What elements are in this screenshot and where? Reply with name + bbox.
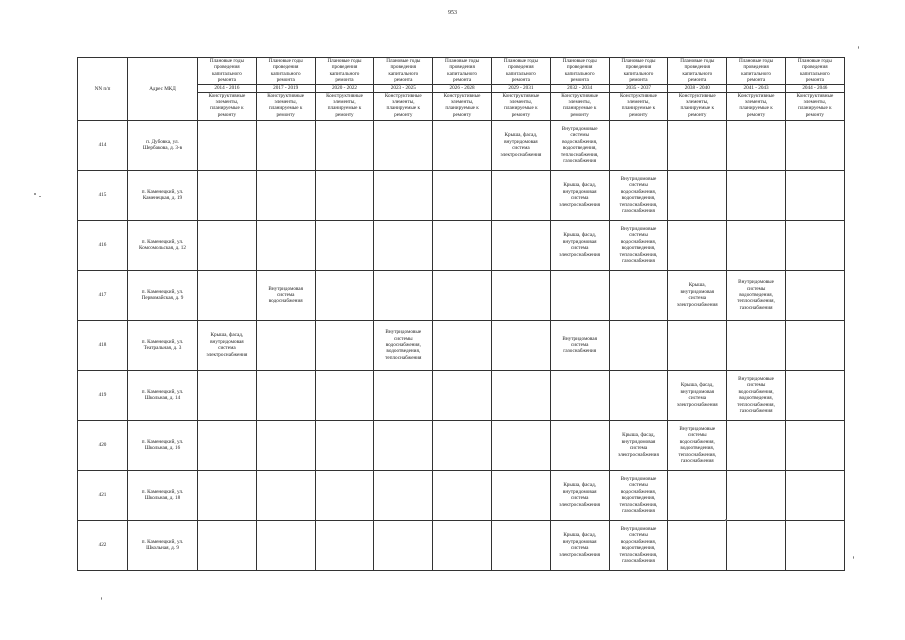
- repair-cell: [315, 370, 374, 420]
- repair-cell: [256, 320, 315, 370]
- period-header: Плановые годы проведения капитального ремонта: [668, 58, 727, 85]
- repair-cell: Крыша, фасад, внутридомовая система электроснабжения: [550, 220, 609, 270]
- repair-cell: [785, 320, 844, 370]
- period-header: Плановые годы проведения капитального ремонта: [785, 58, 844, 85]
- year-range: 2032 - 2034: [550, 84, 609, 92]
- repair-cell: [256, 120, 315, 170]
- period-header: Плановые годы проведения капитального ремонта: [550, 58, 609, 85]
- repair-cell: [668, 520, 727, 570]
- repair-cell: [727, 470, 786, 520]
- building-address: п. Дубовка, ул. Шербакова, д. 3-в: [128, 120, 198, 170]
- repair-cell: [609, 370, 668, 420]
- repair-cell: Крыша, фасад, внутридомовая система электроснабжения: [198, 320, 257, 370]
- table-body: [78, 120, 845, 570]
- period-header: Плановые годы проведения капитального ремонта: [727, 58, 786, 85]
- repair-cell: [491, 470, 550, 520]
- period-header: Плановые годы проведения капитального ремонта: [315, 58, 374, 85]
- period-header: Плановые годы проведения капитального ремонта: [198, 58, 257, 85]
- repair-cell: Внутридомовые системы водоснабжения, водоотведения, теплоснабжения, газоснабжения: [609, 470, 668, 520]
- repair-cell: [433, 420, 492, 470]
- repair-cell: [198, 470, 257, 520]
- table-row: [78, 470, 845, 520]
- repair-cell: Крыша, фасад, внутридомовая система электроснабжения: [609, 420, 668, 470]
- repair-cell: [668, 470, 727, 520]
- elements-header: Конструктивные элементы, планируемые к ремонту: [609, 92, 668, 120]
- repair-cell: [433, 320, 492, 370]
- column-header-address: Адрес МКД: [128, 58, 198, 121]
- repair-cell: [374, 370, 433, 420]
- repair-cell: [256, 470, 315, 520]
- repair-cell: [433, 370, 492, 420]
- elements-header: Конструктивные элементы, планируемые к ремонту: [433, 92, 492, 120]
- elements-header: Конструктивные элементы, планируемые к ремонту: [315, 92, 374, 120]
- year-range: 2029 - 2031: [491, 84, 550, 92]
- repair-cell: [374, 270, 433, 320]
- elements-header: Конструктивные элементы, планируемые к ремонту: [256, 92, 315, 120]
- repair-cell: [433, 220, 492, 270]
- table-row: [78, 520, 845, 570]
- table-row: [78, 320, 845, 370]
- building-address: п. Каменецкий, ул. Школьная, д. 14: [128, 370, 198, 420]
- period-header: Плановые годы проведения капитального ремонта: [256, 58, 315, 85]
- repair-cell: Крыша, фасад, внутридомовая система электроснабжения: [668, 370, 727, 420]
- repair-cell: [668, 220, 727, 270]
- repair-cell: [491, 370, 550, 420]
- table-row: [78, 370, 845, 420]
- scan-mark: [34, 193, 36, 195]
- repair-cell: [433, 170, 492, 220]
- repair-cell: Внутридомовые системы водоснабжения, водоотведения, теплоснабжения, газоснабжения: [609, 220, 668, 270]
- period-header: Плановые годы проведения капитального ремонта: [433, 58, 492, 85]
- repair-cell: [433, 470, 492, 520]
- repair-cell: [198, 420, 257, 470]
- row-number: 415: [78, 170, 128, 220]
- building-address: п. Каменецкий, ул. Комсомольская, д. 12: [128, 220, 198, 270]
- year-range: 2014 - 2016: [198, 84, 257, 92]
- repair-cell: [609, 270, 668, 320]
- elements-header: Конструктивные элементы, планируемые к ремонту: [374, 92, 433, 120]
- repair-cell: Внутридомовая система газоснабжения: [550, 320, 609, 370]
- repair-cell: [785, 420, 844, 470]
- repair-cell: [198, 270, 257, 320]
- repair-cell: [374, 420, 433, 470]
- repair-cell: [785, 120, 844, 170]
- repair-cell: [785, 470, 844, 520]
- repair-cell: [433, 270, 492, 320]
- repair-cell: [668, 120, 727, 170]
- repair-cell: [374, 470, 433, 520]
- repair-cell: [609, 320, 668, 370]
- repair-cell: [668, 170, 727, 220]
- repair-cell: [198, 120, 257, 170]
- row-number: 419: [78, 370, 128, 420]
- scan-mark: [853, 556, 854, 559]
- repair-cell: [315, 320, 374, 370]
- row-number: 421: [78, 470, 128, 520]
- repair-cell: [315, 170, 374, 220]
- scan-mark: [39, 196, 41, 197]
- year-range: 2038 - 2040: [668, 84, 727, 92]
- elements-header: Конструктивные элементы, планируемые к ремонту: [550, 92, 609, 120]
- repair-cell: [727, 220, 786, 270]
- repair-cell: [727, 320, 786, 370]
- repair-schedule-table: [77, 57, 845, 571]
- repair-cell: Крыша, фасад, внутридомовая система электроснабжения: [491, 120, 550, 170]
- repair-cell: [374, 520, 433, 570]
- repair-cell: Внутридомовые системы водоотведения, теплоснабжения, газоснабжения: [727, 270, 786, 320]
- repair-cell: [727, 120, 786, 170]
- elements-header: Конструктивные элементы, планируемые к ремонту: [785, 92, 844, 120]
- repair-cell: [256, 170, 315, 220]
- repair-cell: [785, 370, 844, 420]
- repair-cell: Крыша, внутридомовая система электроснабжения: [668, 270, 727, 320]
- repair-cell: [491, 520, 550, 570]
- repair-cell: [433, 520, 492, 570]
- year-range: 2041 - 2043: [727, 84, 786, 92]
- table-row: [78, 220, 845, 270]
- row-number: 422: [78, 520, 128, 570]
- period-header: Плановые годы проведения капитального ремонта: [374, 58, 433, 85]
- repair-cell: [491, 170, 550, 220]
- repair-cell: [198, 370, 257, 420]
- year-range: 2026 - 2028: [433, 84, 492, 92]
- table-row: [78, 420, 845, 470]
- repair-cell: [256, 370, 315, 420]
- repair-cell: [491, 220, 550, 270]
- year-range: 2035 - 2037: [609, 84, 668, 92]
- building-address: п. Каменецкий, ул. Школьная, д. 9: [128, 520, 198, 570]
- period-header: Плановые годы проведения капитального ремонта: [491, 58, 550, 85]
- building-address: п. Каменецкий, ул. Театральная, д. 3: [128, 320, 198, 370]
- repair-cell: [374, 120, 433, 170]
- repair-cell: [491, 320, 550, 370]
- repair-cell: [198, 220, 257, 270]
- repair-cell: Внутридомовые системы водоснабжения, водоотведения, теплоснабжения, газоснабжения: [668, 420, 727, 470]
- repair-cell: [727, 520, 786, 570]
- table-row: [78, 270, 845, 320]
- year-range: 2020 - 2022: [315, 84, 374, 92]
- building-address: п. Каменецкий, ул. Школьная, д. 16: [128, 420, 198, 470]
- row-number: 420: [78, 420, 128, 470]
- repair-cell: [609, 120, 668, 170]
- repair-cell: [785, 220, 844, 270]
- repair-cell: [315, 120, 374, 170]
- elements-header: Конструктивные элементы, планируемые к ремонту: [727, 92, 786, 120]
- repair-cell: [374, 220, 433, 270]
- repair-cell: Внутридомовые системы водоснабжения, водоотведения, теплоснабжения, газоснабжения: [609, 520, 668, 570]
- repair-cell: [315, 420, 374, 470]
- elements-header: Конструктивные элементы, планируемые к ремонту: [668, 92, 727, 120]
- year-range: 2044 - 2046: [785, 84, 844, 92]
- repair-cell: [433, 120, 492, 170]
- row-number: 417: [78, 270, 128, 320]
- repair-cell: Внутридомовая система водоснабжения: [256, 270, 315, 320]
- repair-cell: [550, 270, 609, 320]
- column-header-number: NN п/п: [78, 58, 128, 121]
- repair-cell: [550, 370, 609, 420]
- repair-cell: [198, 520, 257, 570]
- repair-cell: Внутридомовые системы водоснабжения, водоотведения, теплоснабжения, газоснабжения: [727, 370, 786, 420]
- repair-cell: [315, 520, 374, 570]
- repair-cell: [785, 270, 844, 320]
- row-number: 414: [78, 120, 128, 170]
- repair-cell: [550, 420, 609, 470]
- repair-cell: [491, 420, 550, 470]
- repair-cell: [668, 320, 727, 370]
- repair-cell: Крыша, фасад, внутридомовая система электроснабжения: [550, 170, 609, 220]
- repair-cell: Внутридомовые системы водоснабжения, водоотведения, теплоснабжения, газоснабжения: [550, 120, 609, 170]
- repair-cell: Крыша, фасад, внутридомовая система электроснабжения: [550, 520, 609, 570]
- repair-cell: [785, 170, 844, 220]
- page-number: 953: [448, 10, 457, 16]
- scan-mark: [101, 597, 102, 600]
- scan-mark: [858, 46, 859, 49]
- repair-cell: Внутридомовые системы водоснабжения, водоотведения, теплоснабжения: [374, 320, 433, 370]
- table-row: [78, 170, 845, 220]
- repair-cell: [256, 520, 315, 570]
- building-address: п. Каменецкий, ул. Первомайская, д. 9: [128, 270, 198, 320]
- repair-cell: [315, 220, 374, 270]
- elements-header: Конструктивные элементы, планируемые к ремонту: [491, 92, 550, 120]
- building-address: п. Каменецкий, ул. Каменецкая, д. 19: [128, 170, 198, 220]
- row-number: 418: [78, 320, 128, 370]
- building-address: п. Каменецкий, ул. Школьная, д. 18: [128, 470, 198, 520]
- repair-cell: [315, 270, 374, 320]
- year-range: 2023 - 2025: [374, 84, 433, 92]
- repair-cell: [256, 420, 315, 470]
- period-header: Плановые годы проведения капитального ремонта: [609, 58, 668, 85]
- scan-mark: [725, 519, 727, 521]
- repair-cell: [491, 270, 550, 320]
- repair-cell: Крыша, фасад, внутридомовая система электроснабжения: [550, 470, 609, 520]
- year-range: 2017 - 2019: [256, 84, 315, 92]
- repair-cell: [198, 170, 257, 220]
- repair-cell: [315, 470, 374, 520]
- elements-header: Конструктивные элементы, планируемые к ремонту: [198, 92, 257, 120]
- repair-cell: [374, 170, 433, 220]
- repair-cell: [727, 420, 786, 470]
- repair-cell: Внутридомовые системы водоснабжения, водоотведения, теплоснабжения, газоснабжения: [609, 170, 668, 220]
- row-number: 416: [78, 220, 128, 270]
- repair-cell: [785, 520, 844, 570]
- table-row: [78, 120, 845, 170]
- repair-cell: [256, 220, 315, 270]
- repair-cell: [727, 170, 786, 220]
